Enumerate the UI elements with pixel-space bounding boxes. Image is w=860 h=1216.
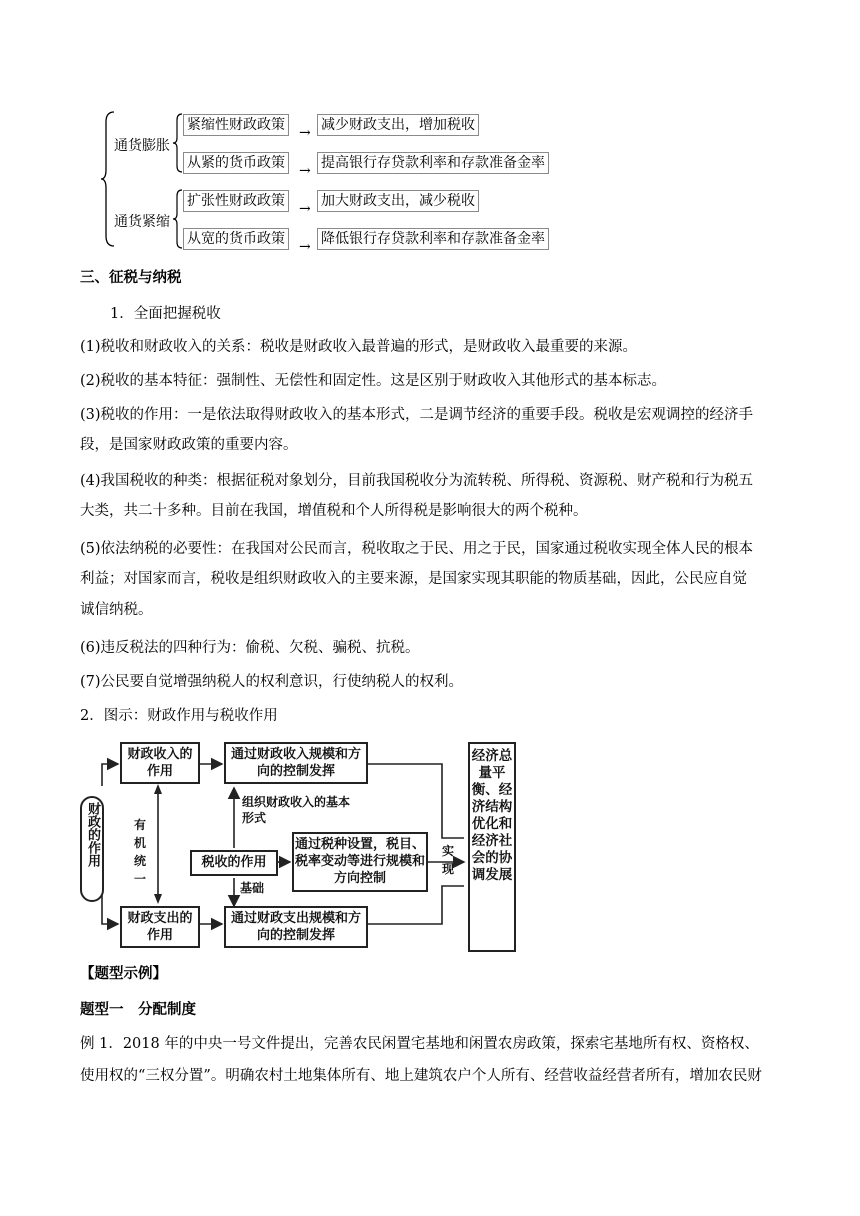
- paragraph: (5)依法纳税的必要性：在我国对公民而言，税收取之于民、用之于民，国家通过税收实现全体人民的根本: [80, 541, 754, 557]
- paragraph: 诚信纳税。: [80, 602, 153, 618]
- fiscal-tax-diagram: [76, 738, 516, 952]
- expense-control-box: 通过财政支出规模和方向的控制发挥: [224, 906, 368, 948]
- paragraph: (2)税收的基本特征：强制性、无偿性和固定性。这是区别于财政收入其他形式的基本标志。: [80, 373, 667, 389]
- goal-box: 经济总量平衡、经济结构优化和经济社会的协调发展: [468, 742, 516, 952]
- inflation-label: 通货膨胀: [114, 138, 170, 154]
- result-box-raise-rates: 提高银行存贷款利率和存款准备金率: [317, 152, 549, 174]
- policy-box-tight-monetary: 从紧的货币政策: [183, 152, 289, 174]
- policy-box-tight-fiscal: 紧缩性财政政策: [183, 114, 289, 136]
- policy-box-loose-monetary: 从宽的货币政策: [183, 228, 289, 250]
- paragraph: (6)违反税法的四种行为：偷税、欠税、骗税、抗税。: [80, 640, 420, 656]
- paragraph: (3)税收的作用：一是依法取得财政收入的基本形式，二是调节经济的重要手段。税收是宏观调控的经济手: [80, 407, 754, 423]
- unity-label: 有机统一: [134, 818, 147, 886]
- section-title: 三、征税与纳税: [80, 270, 182, 286]
- realize-label: 实现: [442, 844, 455, 876]
- paragraph: (1)税收和财政收入的关系：税收是财政收入最普遍的形式，是财政收入最重要的来源。: [80, 339, 638, 355]
- example-line: 使用权的“三权分置”。明确农村土地集体所有、地上建筑农户个人所有、经营收益经营者所有，增加农民财: [80, 1068, 762, 1084]
- paragraph: (7)公民要自觉增强纳税人的权利意识，行使纳税人的权利。: [80, 674, 464, 690]
- examples-header: 【题型示例】: [80, 966, 167, 982]
- subsection-title: 1．全面把握税收: [110, 306, 221, 322]
- result-box-increase-spending: 加大财政支出，减少税收: [317, 190, 479, 212]
- example-line: 例 1．2018 年的中央一号文件提出，完善农民闲置宅基地和闲置农房政策，探索宅基地所有权、资格权、: [80, 1036, 759, 1052]
- paragraph: 利益；对国家而言，税收是组织财政收入的主要来源，是国家实现其职能的物质基础，因此，公民应自觉: [80, 571, 747, 587]
- income-role-box: 财政收入的作用: [120, 742, 200, 784]
- arrow-icon: →: [299, 201, 311, 217]
- result-box-reduce-spending: 减少财政支出，增加税收: [317, 114, 479, 136]
- fiscal-role-label: 财政的作用: [85, 802, 100, 867]
- organize-label: 组织财政收入的基本形式: [242, 795, 351, 825]
- tax-role-box: 税收的作用: [190, 850, 278, 876]
- basis-label: 基础: [240, 881, 265, 895]
- paragraph: (4)我国税收的种类：根据征税对象划分，目前我国税收分为流转税、所得税、资源税、财产税和行为税五: [80, 473, 754, 489]
- income-control-box: 通过财政收入规模和方向的控制发挥: [224, 742, 368, 784]
- policy-box-expand-fiscal: 扩张性财政政策: [183, 190, 289, 212]
- result-box-lower-rates: 降低银行存贷款利率和存款准备金率: [317, 228, 549, 250]
- deflation-label: 通货紧缩: [114, 214, 170, 230]
- paragraph: 大类，共二十多种。目前在我国，增值税和个人所得税是影响很大的两个税种。: [80, 503, 588, 519]
- paragraph: 段，是国家财政政策的重要内容。: [80, 437, 298, 453]
- fiscal-role-box: [80, 796, 104, 902]
- arrow-icon: →: [299, 125, 311, 141]
- expense-role-box: 财政支出的作用: [120, 906, 200, 948]
- type-title: 题型一 分配制度: [80, 1002, 196, 1018]
- subsection-title: 2．图示：财政作用与税收作用: [80, 708, 278, 724]
- arrow-icon: →: [299, 163, 311, 179]
- tax-setting-box: 通过税种设置，税目、税率变动等进行规模和方向控制: [292, 832, 428, 892]
- arrow-icon: →: [299, 239, 311, 255]
